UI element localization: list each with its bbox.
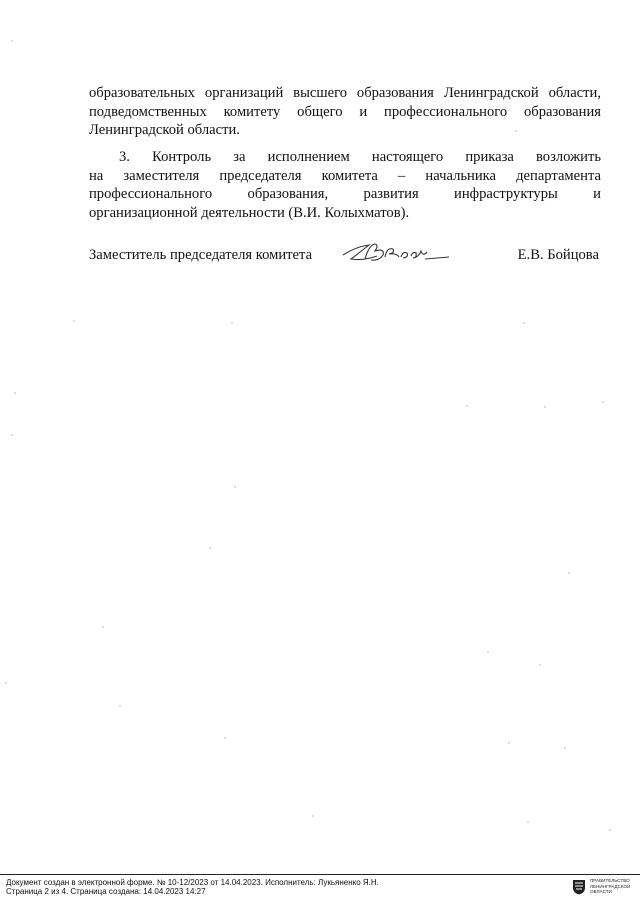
footer-divider [0,874,640,875]
footer-document-info: Документ создан в электронной форме. № 10-12/2023 от 14.04.2023. Исполнитель: Лукьяненко Я.Н. [6,878,379,887]
signatory-name: Е.В. Бойцова [517,247,599,263]
government-logo [571,878,635,898]
paragraph-line: Ленинградской области. [89,122,240,138]
paragraph-line: на заместителя председателя комитета – начальника департамента [89,167,601,184]
logo-line: ЛЕНИНГРАДСКОЙ [590,883,631,889]
logo-line: ОБЛАСТИ [590,889,612,894]
paragraph-line: организационной деятельности (В.И. Колыхматов). [89,204,410,221]
coat-of-arms-icon [571,879,587,895]
signatory-title: Заместитель председателя комитета [89,247,313,263]
paragraph-line: подведомственных комитету общего и профессионального образования [89,103,601,120]
footer-page-info: Страница 2 из 4. Страница создана: 14.04.2023 14:27 [6,887,206,896]
paragraph-line: профессионального образования, развития инфраструктуры и [89,186,601,202]
logo-line: ПРАВИТЕЛЬСТВО [590,878,630,883]
paragraph-line-text: 3. Контроль за исполнением настоящего приказа возложить [119,149,601,165]
government-logo-text [590,878,630,895]
paragraph-line [89,148,601,167]
signature-block [89,245,601,269]
paragraph-line: образовательных организаций высшего образования Ленинградской области, [89,85,601,101]
handwritten-signature [341,239,451,269]
